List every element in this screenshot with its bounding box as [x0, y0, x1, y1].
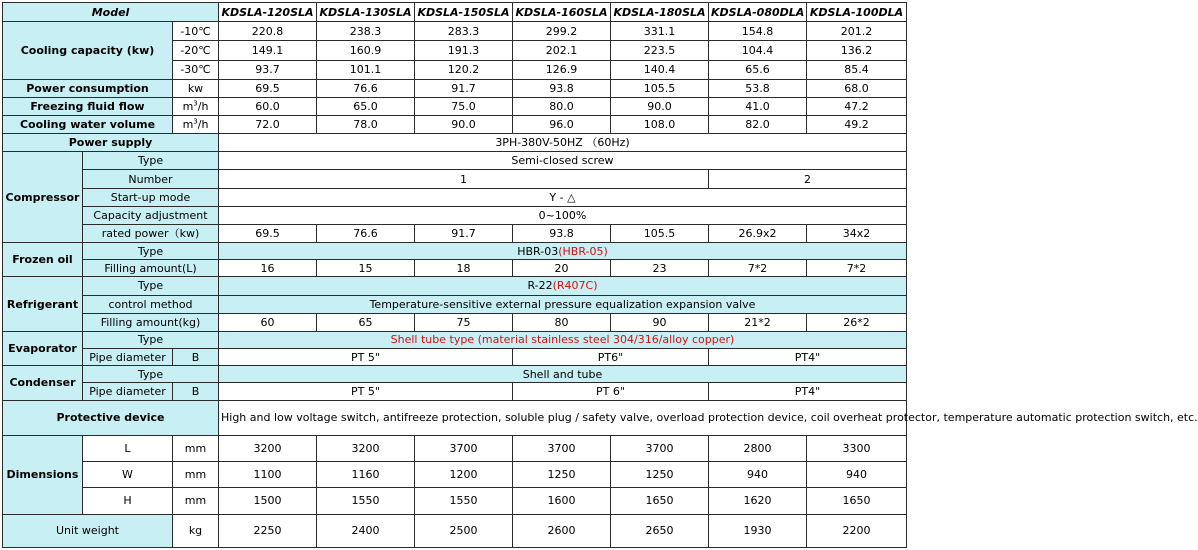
dimensions-row	[3, 462, 907, 488]
evaporator-row	[3, 331, 907, 348]
value-cell: 3200	[317, 435, 415, 461]
value-cell: 60.0	[219, 97, 317, 115]
value-cell: 76.6	[317, 79, 415, 97]
unit-weight-row	[3, 514, 907, 547]
evaporator-type-value: Shell tube type (material stainless steel 304/316/alloy copper)	[219, 331, 907, 348]
power-supply-row	[3, 134, 907, 152]
value-cell: 47.2	[807, 97, 907, 115]
freezing-flow-label: Freezing fluid flow	[3, 97, 173, 115]
cooling-water-label: Cooling water volume	[3, 116, 173, 134]
value-cell: 2600	[513, 514, 611, 547]
startup-mode-value: Y - △	[219, 188, 907, 206]
value-cell: 126.9	[513, 60, 611, 79]
value-cell: 1620	[709, 488, 807, 514]
value-cell: 21*2	[709, 313, 807, 331]
frozen-oil-label: Frozen oil	[3, 243, 83, 277]
value-cell: 53.8	[709, 79, 807, 97]
value-cell: 2400	[317, 514, 415, 547]
frozen-oil-row	[3, 243, 907, 260]
model-label: Model	[3, 3, 219, 22]
value-cell: 940	[807, 462, 907, 488]
compressor-row	[3, 206, 907, 224]
value-cell: 1160	[317, 462, 415, 488]
value-cell: 7*2	[709, 260, 807, 277]
refrigerant-type-value: R-22(R407C)	[219, 277, 907, 295]
value-cell: 3700	[415, 435, 513, 461]
oil-type-value: HBR-03(HBR-05)	[219, 243, 907, 260]
value-cell: 120.2	[415, 60, 513, 79]
value-cell: 2250	[219, 514, 317, 547]
value-cell: 93.8	[513, 224, 611, 242]
value-cell: 3300	[807, 435, 907, 461]
value-cell: 20	[513, 260, 611, 277]
value-cell: 1930	[709, 514, 807, 547]
value-cell: 191.3	[415, 41, 513, 60]
value-cell: 26.9x2	[709, 224, 807, 242]
protective-device-value: High and low voltage switch, antifreeze protection, soluble plug / safety valve, overload protection device, coil overheat protector, temperature automatic protection switch, etc.	[219, 400, 907, 435]
value-cell: 202.1	[513, 41, 611, 60]
value-cell: 68.0	[807, 79, 907, 97]
value-cell: 223.5	[611, 41, 709, 60]
value-cell: 49.2	[807, 116, 907, 134]
value-cell: 69.5	[219, 79, 317, 97]
dimensions-row	[3, 435, 907, 461]
dimension-unit: mm	[173, 462, 219, 488]
compressor-number-single: 1	[219, 170, 709, 188]
value-cell: 41.0	[709, 97, 807, 115]
model-name: KDSLA-150SLA	[415, 3, 513, 22]
value-cell: 75.0	[415, 97, 513, 115]
unit-weight-label: Unit weight	[3, 514, 173, 547]
evaporator-row	[3, 349, 907, 366]
refrigerant-row	[3, 295, 907, 313]
control-method-value: Temperature-sensitive external pressure equalization expansion valve	[219, 295, 907, 313]
protective-device-label: Protective device	[3, 400, 219, 435]
value-cell: 154.8	[709, 22, 807, 41]
unit-cell: kg	[173, 514, 219, 547]
protective-row	[3, 400, 907, 435]
refrigerant-type-label: Type	[83, 277, 219, 295]
unit-cell: kw	[173, 79, 219, 97]
value-cell: 238.3	[317, 22, 415, 41]
unit-cell: $m^3/h$	[173, 116, 219, 134]
compressor-type-label: Type	[83, 152, 219, 170]
unit-cell: $m^3/h$	[173, 97, 219, 115]
value-cell: 1550	[317, 488, 415, 514]
refrigerant-fill-label: Filling amount(kg)	[83, 313, 219, 331]
temp-unit: -10℃	[173, 22, 219, 41]
rated-power-label: rated power（kw)	[83, 224, 219, 242]
value-cell: 108.0	[611, 116, 709, 134]
value-cell: 72.0	[219, 116, 317, 134]
value-cell: 90.0	[611, 97, 709, 115]
pipe-value: PT 5"	[219, 383, 513, 400]
value-cell: 82.0	[709, 116, 807, 134]
value-cell: 96.0	[513, 116, 611, 134]
value-cell: 331.1	[611, 22, 709, 41]
power-consumption-row	[3, 79, 907, 97]
compressor-number-double: 2	[709, 170, 907, 188]
refrigerant-label: Refrigerant	[3, 277, 83, 331]
value-cell: 140.4	[611, 60, 709, 79]
value-cell: 1200	[415, 462, 513, 488]
value-cell: 1100	[219, 462, 317, 488]
value-cell: 2650	[611, 514, 709, 547]
compressor-type-value: Semi-closed screw	[219, 152, 907, 170]
startup-mode-label: Start-up mode	[83, 188, 219, 206]
dimension-unit: mm	[173, 488, 219, 514]
compressor-row	[3, 188, 907, 206]
pipe-value: PT4"	[709, 383, 907, 400]
value-cell: 3700	[513, 435, 611, 461]
condenser-type-value: Shell and tube	[219, 366, 907, 383]
model-name: KDSLA-100DLA	[807, 3, 907, 22]
value-cell: 1650	[807, 488, 907, 514]
dimension-axis: L	[83, 435, 173, 461]
pipe-value: PT4"	[709, 349, 907, 366]
pipe-value: PT6"	[513, 349, 709, 366]
compressor-label: Compressor	[3, 152, 83, 243]
value-cell: 1250	[611, 462, 709, 488]
value-cell: 75	[415, 313, 513, 331]
refrigerant-row	[3, 313, 907, 331]
value-cell: 60	[219, 313, 317, 331]
value-cell: 3700	[611, 435, 709, 461]
condenser-row	[3, 383, 907, 400]
value-cell: 18	[415, 260, 513, 277]
value-cell: 23	[611, 260, 709, 277]
value-cell: 105.5	[611, 79, 709, 97]
header-row	[3, 3, 907, 22]
dimensions-label: Dimensions	[3, 435, 83, 514]
oil-type-label: Type	[83, 243, 219, 260]
cooling-row	[3, 22, 907, 41]
dimensions-row	[3, 488, 907, 514]
condenser-row	[3, 366, 907, 383]
spec-table	[2, 2, 1198, 548]
value-cell: 65.6	[709, 60, 807, 79]
value-cell: 26*2	[807, 313, 907, 331]
compressor-number-label: Number	[83, 170, 219, 188]
value-cell: 76.6	[317, 224, 415, 242]
temp-unit: -20℃	[173, 41, 219, 60]
value-cell: 90	[611, 313, 709, 331]
control-method-label: control method	[83, 295, 219, 313]
model-name: KDSLA-160SLA	[513, 3, 611, 22]
value-cell: 105.5	[611, 224, 709, 242]
model-name: KDSLA-120SLA	[219, 3, 317, 22]
compressor-row	[3, 224, 907, 242]
condenser-pipe-label: Pipe diameter	[83, 383, 173, 400]
evaporator-pipe-label: Pipe diameter	[83, 349, 173, 366]
dimension-axis: W	[83, 462, 173, 488]
value-cell: 201.2	[807, 22, 907, 41]
cooling-water-row	[3, 116, 907, 134]
value-cell: 7*2	[807, 260, 907, 277]
model-name: KDSLA-130SLA	[317, 3, 415, 22]
value-cell: 65	[317, 313, 415, 331]
temp-unit: -30℃	[173, 60, 219, 79]
power-supply-label: Power supply	[3, 134, 219, 152]
value-cell: 16	[219, 260, 317, 277]
value-cell: 1600	[513, 488, 611, 514]
value-cell: 90.0	[415, 116, 513, 134]
value-cell: 1250	[513, 462, 611, 488]
power-supply-value: 3PH-380V-50HZ （60Hz)	[219, 134, 907, 152]
value-cell: 78.0	[317, 116, 415, 134]
compressor-row	[3, 152, 907, 170]
condenser-label: Condenser	[3, 366, 83, 400]
value-cell: 3200	[219, 435, 317, 461]
capacity-adjustment-label: Capacity adjustment	[83, 206, 219, 224]
value-cell: 69.5	[219, 224, 317, 242]
model-name: KDSLA-080DLA	[709, 3, 807, 22]
value-cell: 160.9	[317, 41, 415, 60]
value-cell: 299.2	[513, 22, 611, 41]
value-cell: 1500	[219, 488, 317, 514]
pipe-value: PT 5"	[219, 349, 513, 366]
value-cell: 80	[513, 313, 611, 331]
model-name: KDSLA-180SLA	[611, 3, 709, 22]
value-cell: 220.8	[219, 22, 317, 41]
freezing-flow-row	[3, 97, 907, 115]
value-cell: 136.2	[807, 41, 907, 60]
value-cell: 15	[317, 260, 415, 277]
value-cell: 2200	[807, 514, 907, 547]
value-cell: 93.8	[513, 79, 611, 97]
condenser-pipe-unit: B	[173, 383, 219, 400]
value-cell: 101.1	[317, 60, 415, 79]
power-consumption-label: Power consumption	[3, 79, 173, 97]
value-cell: 940	[709, 462, 807, 488]
capacity-adjustment-value: 0~100%	[219, 206, 907, 224]
cooling-capacity-label: Cooling capacity (kw)	[3, 22, 173, 80]
evaporator-pipe-unit: B	[173, 349, 219, 366]
frozen-oil-row	[3, 260, 907, 277]
value-cell: 80.0	[513, 97, 611, 115]
oil-fill-label: Filling amount(L)	[83, 260, 219, 277]
value-cell: 1650	[611, 488, 709, 514]
value-cell: 104.4	[709, 41, 807, 60]
value-cell: 93.7	[219, 60, 317, 79]
value-cell: 149.1	[219, 41, 317, 60]
dimension-unit: mm	[173, 435, 219, 461]
value-cell: 1550	[415, 488, 513, 514]
value-cell: 65.0	[317, 97, 415, 115]
value-cell: 85.4	[807, 60, 907, 79]
value-cell: 34x2	[807, 224, 907, 242]
refrigerant-row	[3, 277, 907, 295]
evaporator-type-label: Type	[83, 331, 219, 348]
evaporator-label: Evaporator	[3, 331, 83, 365]
dimension-axis: H	[83, 488, 173, 514]
value-cell: 283.3	[415, 22, 513, 41]
value-cell: 2800	[709, 435, 807, 461]
condenser-type-label: Type	[83, 366, 219, 383]
value-cell: 91.7	[415, 224, 513, 242]
compressor-row	[3, 170, 907, 188]
value-cell: 91.7	[415, 79, 513, 97]
value-cell: 2500	[415, 514, 513, 547]
pipe-value: PT 6"	[513, 383, 709, 400]
